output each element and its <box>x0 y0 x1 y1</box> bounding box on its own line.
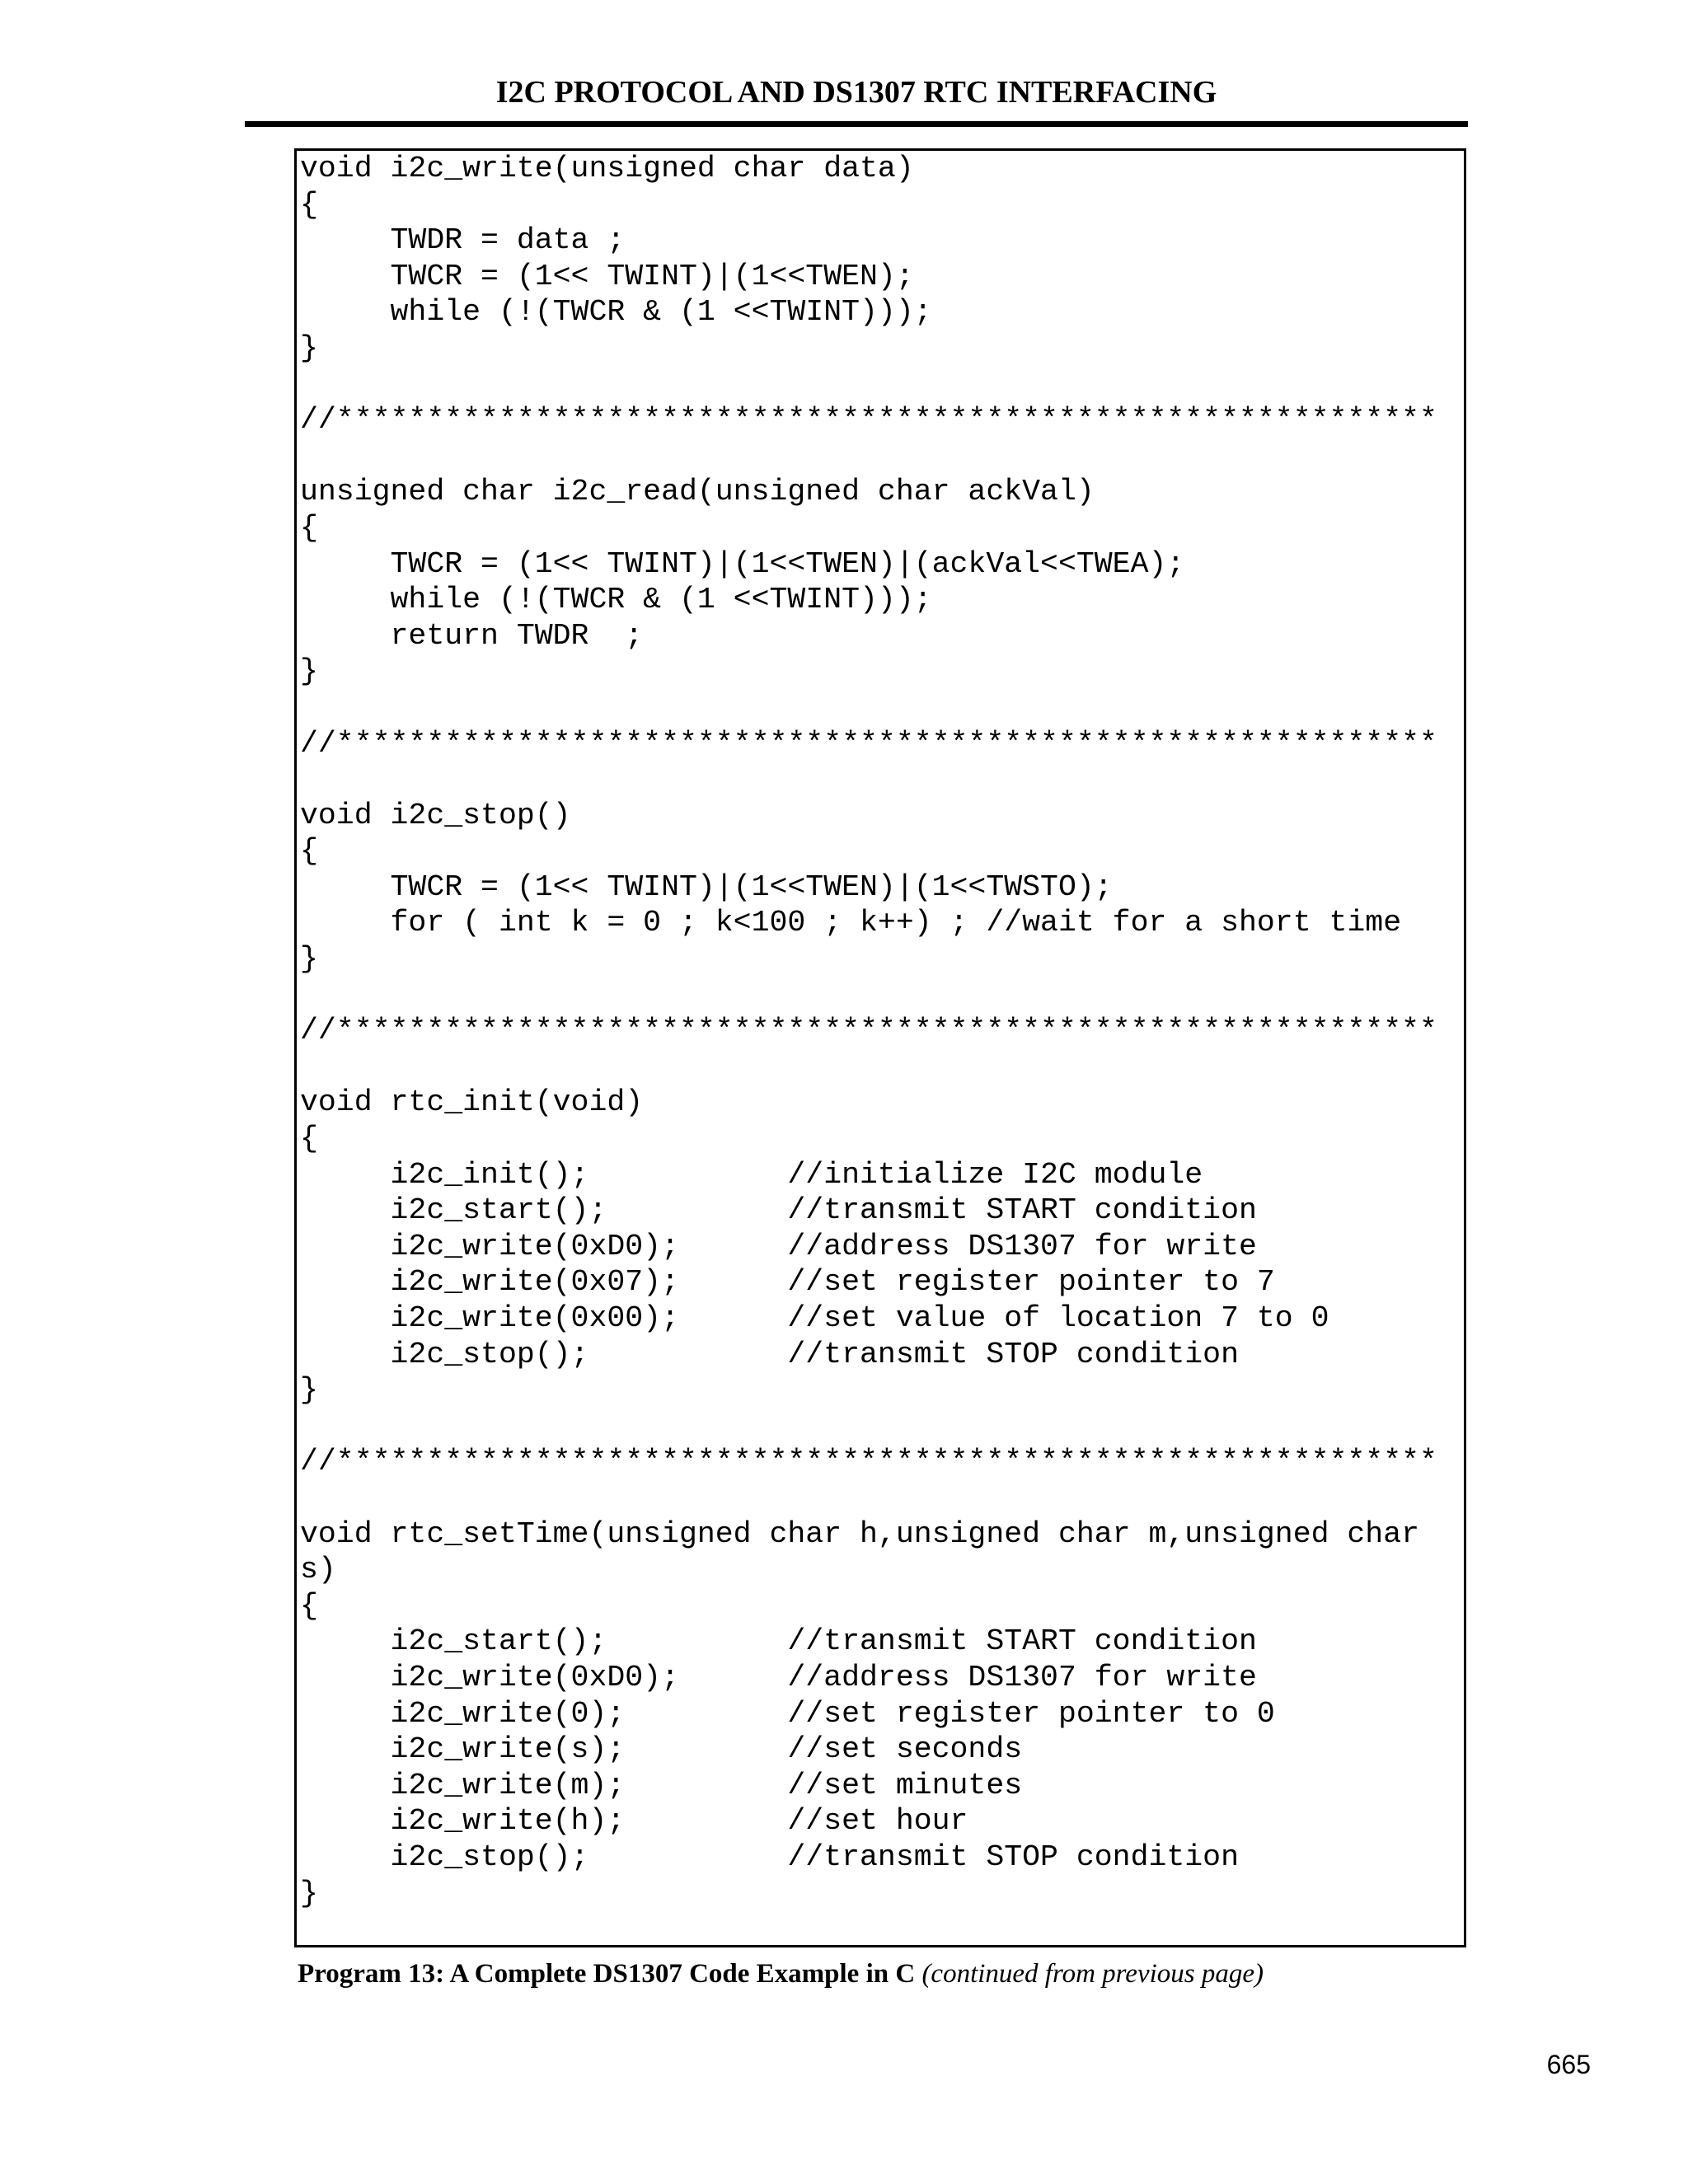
code-line: i2c_write(0x07); //set register pointer to 7 <box>300 1265 1275 1300</box>
code-line: { <box>300 1122 318 1156</box>
caption-note: (continued from previous page) <box>921 1959 1264 1989</box>
code-line: i2c_write(0xD0); //address DS1307 for write <box>300 1229 1257 1263</box>
code-line: { <box>300 187 318 222</box>
code-listing-box <box>294 148 1466 1947</box>
code-line: { <box>300 510 318 545</box>
code-line: unsigned char i2c_read(unsigned char ackVal) <box>300 475 1095 509</box>
code-line: //************************************************************* <box>300 1445 1437 1479</box>
page-header-title: I2C PROTOCOL AND DS1307 RTC INTERFACING <box>495 75 1217 110</box>
code-line: while (!(TWCR & (1 <<TWINT))); <box>300 583 932 617</box>
code-line: TWCR = (1<< TWINT)|(1<<TWEN); <box>300 259 914 293</box>
code-line: i2c_stop(); //transmit STOP condition <box>300 1840 1239 1874</box>
code-line: i2c_write(0xD0); //address DS1307 for write <box>300 1660 1257 1694</box>
code-line: } <box>300 942 318 977</box>
code-line: { <box>300 1588 318 1623</box>
code-line: //************************************************************* <box>300 726 1437 761</box>
page-number: 665 <box>1546 2050 1591 2079</box>
header-divider <box>245 121 1468 127</box>
code-line: i2c_init(); //initialize I2C module <box>300 1157 1203 1192</box>
code-line: i2c_write(0x00); //set value of location 7 to 0 <box>300 1301 1329 1335</box>
code-line: void i2c_stop() <box>300 798 571 832</box>
code-line: void rtc_setTime(unsigned char h,unsigned char m,unsigned char <box>300 1516 1420 1551</box>
code-line: i2c_write(h); //set hour <box>300 1804 968 1839</box>
code-line: i2c_write(0); //set register pointer to 0 <box>300 1696 1275 1731</box>
code-listing <box>297 151 1437 1911</box>
code-line: i2c_write(m); //set minutes <box>300 1768 1023 1802</box>
code-line: void i2c_write(unsigned char data) <box>300 152 914 185</box>
caption-label: Program 13: A Complete DS1307 Code Example in C <box>298 1959 916 1989</box>
code-line: TWDR = data ; <box>300 223 626 258</box>
code-line: } <box>300 1876 318 1910</box>
code-line: } <box>300 330 318 365</box>
code-line: { <box>300 834 318 869</box>
program-caption <box>298 1957 1484 1991</box>
code-line: } <box>300 654 318 689</box>
code-line: s) <box>300 1553 336 1587</box>
code-line: return TWDR ; <box>300 618 644 653</box>
code-line: //************************************************************* <box>300 403 1437 438</box>
code-line: while (!(TWCR & (1 <<TWINT))); <box>300 295 932 330</box>
code-line: for ( int k = 0 ; k<100 ; k++) ; //wait for a short time <box>300 906 1402 940</box>
code-line: i2c_stop(); //transmit STOP condition <box>300 1337 1239 1371</box>
code-line: } <box>300 1373 318 1408</box>
code-line: TWCR = (1<< TWINT)|(1<<TWEN)|(1<<TWSTO); <box>300 869 1113 904</box>
code-line: i2c_start(); //transmit START condition <box>300 1624 1257 1659</box>
code-line: TWCR = (1<< TWINT)|(1<<TWEN)|(ackVal<<TWEA); <box>300 546 1185 581</box>
code-line: //************************************************************* <box>300 1014 1437 1048</box>
code-line: i2c_start(); //transmit START condition <box>300 1193 1257 1228</box>
code-line: void rtc_init(void) <box>300 1085 644 1120</box>
code-line: i2c_write(s); //set seconds <box>300 1732 1023 1767</box>
